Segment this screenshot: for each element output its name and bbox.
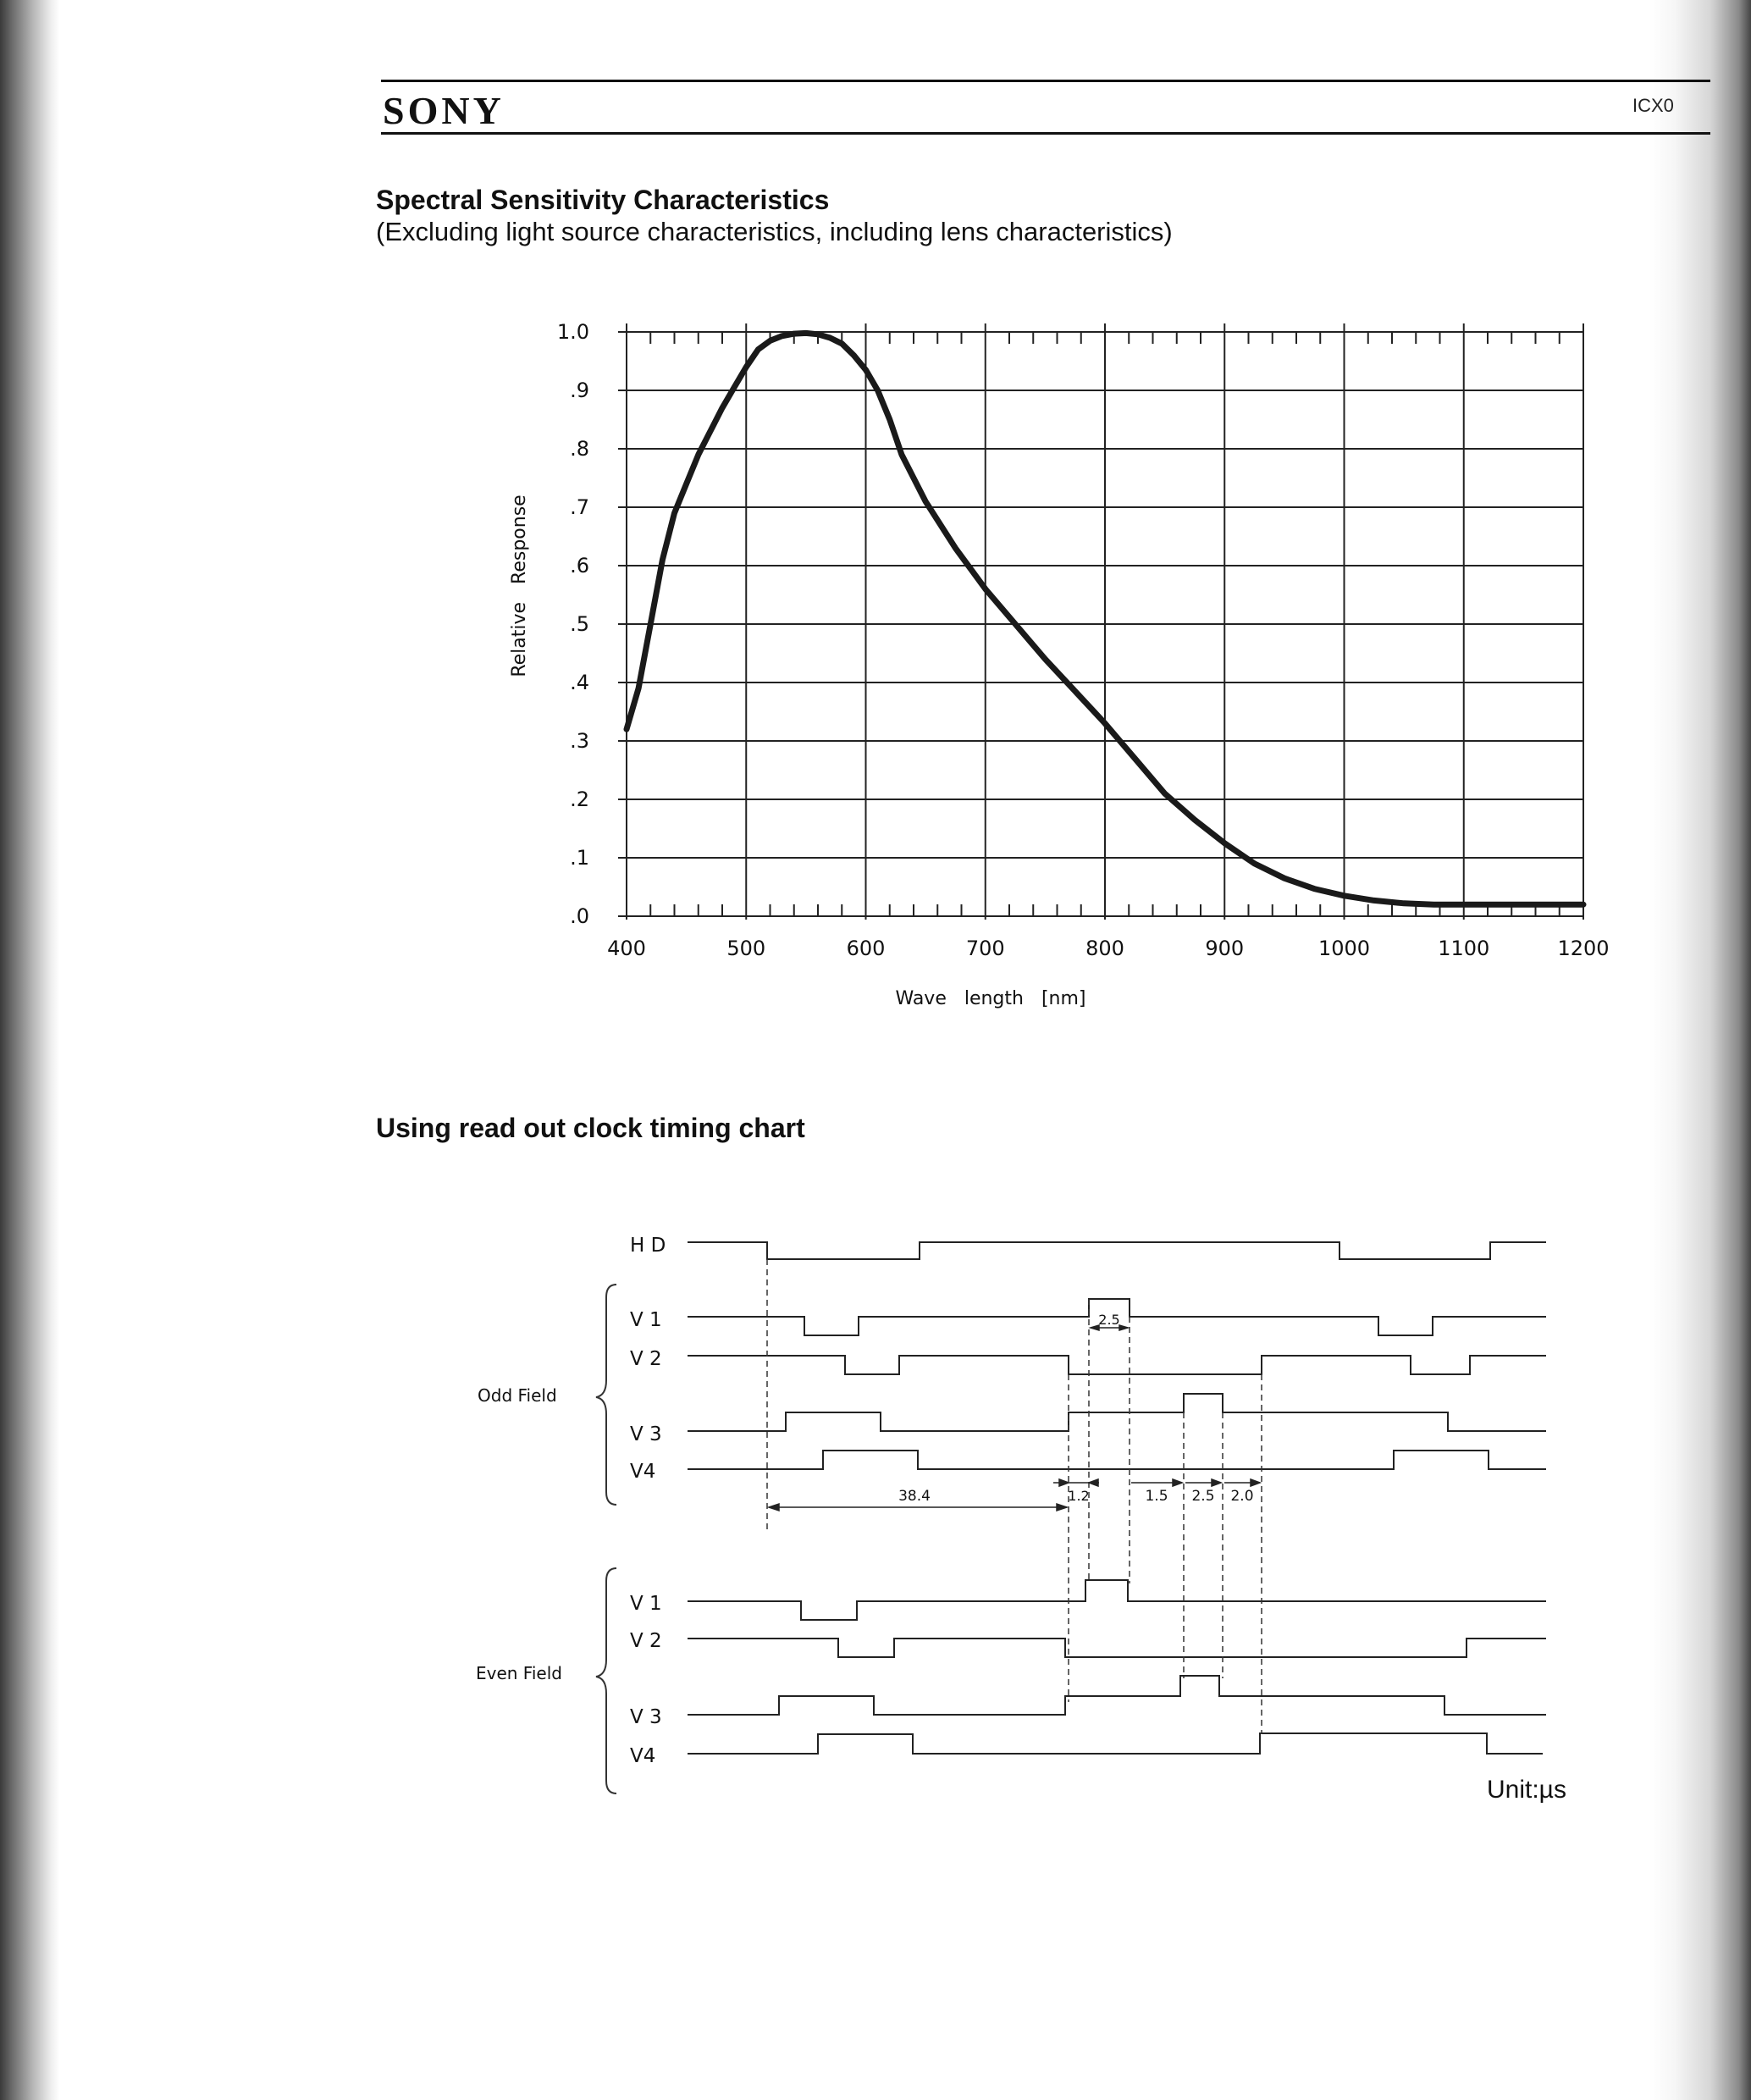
even-v1-waveform	[688, 1580, 1546, 1620]
dim-arrow-1-2-in	[1059, 1479, 1069, 1486]
y-tick-label: .1	[570, 846, 589, 870]
dim-arrow-38-4-left	[769, 1504, 779, 1511]
dim-label-1-5: 1.5	[1145, 1488, 1168, 1505]
dim-label-38-4: 38.4	[898, 1488, 931, 1505]
odd-v2-waveform	[688, 1356, 1546, 1374]
even-field-brace	[596, 1568, 616, 1793]
x-tick-label: 700	[965, 937, 1005, 960]
even-v1-label: V 1	[630, 1593, 662, 1615]
y-tick-label: .0	[570, 904, 589, 928]
even-v4-waveform	[688, 1733, 1543, 1754]
y-tick-label: .5	[570, 612, 589, 636]
y-tick-label: .9	[570, 379, 589, 402]
odd-v2-label: V 2	[630, 1348, 662, 1370]
even-v2-waveform	[688, 1639, 1546, 1657]
dim-arrow-1-5-right	[1173, 1479, 1182, 1486]
chart-y-axis-label: Relative Response	[509, 495, 530, 677]
x-tick-label: 600	[846, 937, 886, 960]
dim-label-1-2: 1.2	[1068, 1488, 1090, 1504]
brand-logo: SONY	[383, 89, 505, 132]
x-tick-label: 1200	[1557, 937, 1610, 960]
odd-field-brace	[596, 1285, 616, 1505]
y-tick-label: .2	[570, 788, 589, 811]
even-v3-label: V 3	[630, 1706, 662, 1728]
timing-section-title: Using read out clock timing chart	[376, 1113, 805, 1143]
hd-waveform	[688, 1242, 1546, 1259]
model-number: ICX0	[1632, 95, 1674, 116]
y-tick-label: .4	[570, 671, 589, 694]
even-v4-label: V4	[630, 1745, 656, 1767]
dim-arrow-1-2-out	[1089, 1479, 1098, 1486]
dim-label-2-0: 2.0	[1230, 1488, 1254, 1505]
dim-label-2-5-top: 2.5	[1098, 1312, 1120, 1328]
dim-arrow-2-0-right	[1251, 1479, 1260, 1486]
odd-field-label: Odd Field	[478, 1385, 557, 1406]
odd-v4-waveform	[688, 1451, 1546, 1469]
x-tick-label: 900	[1205, 937, 1245, 960]
spectral-section-title: Spectral Sensitivity Characteristics	[376, 185, 830, 215]
y-tick-label: .6	[570, 554, 589, 578]
unit-label: Unit:µs	[1487, 1776, 1566, 1804]
x-tick-label: 1100	[1438, 937, 1490, 960]
x-tick-label: 500	[726, 937, 766, 960]
even-v3-waveform	[688, 1676, 1546, 1715]
chart-x-axis-label: Wave length [nm]	[895, 988, 1086, 1009]
spectral-section-subtitle: (Excluding light source characteristics, including lens characteristics)	[376, 217, 1173, 246]
x-tick-label: 400	[607, 937, 646, 960]
x-tick-label: 1000	[1317, 937, 1371, 960]
dim-arrow-2-5-right	[1212, 1479, 1221, 1486]
even-field-label: Even Field	[476, 1663, 562, 1683]
dim-arrow-2-5-top-right	[1119, 1325, 1128, 1330]
y-tick-label: 1.0	[556, 320, 589, 344]
odd-v4-label: V4	[630, 1461, 656, 1483]
even-v2-label: V 2	[630, 1630, 662, 1652]
odd-v1-label: V 1	[630, 1309, 662, 1331]
dim-arrow-38-4-right	[1057, 1504, 1067, 1511]
y-tick-label: .8	[570, 437, 589, 461]
dim-label-2-5: 2.5	[1191, 1488, 1215, 1505]
x-tick-label: 800	[1085, 937, 1124, 960]
odd-v3-waveform	[688, 1394, 1546, 1431]
hd-label: H D	[630, 1235, 666, 1257]
y-tick-label: .7	[570, 495, 589, 519]
y-tick-label: .3	[570, 729, 589, 753]
odd-v3-label: V 3	[630, 1423, 662, 1445]
